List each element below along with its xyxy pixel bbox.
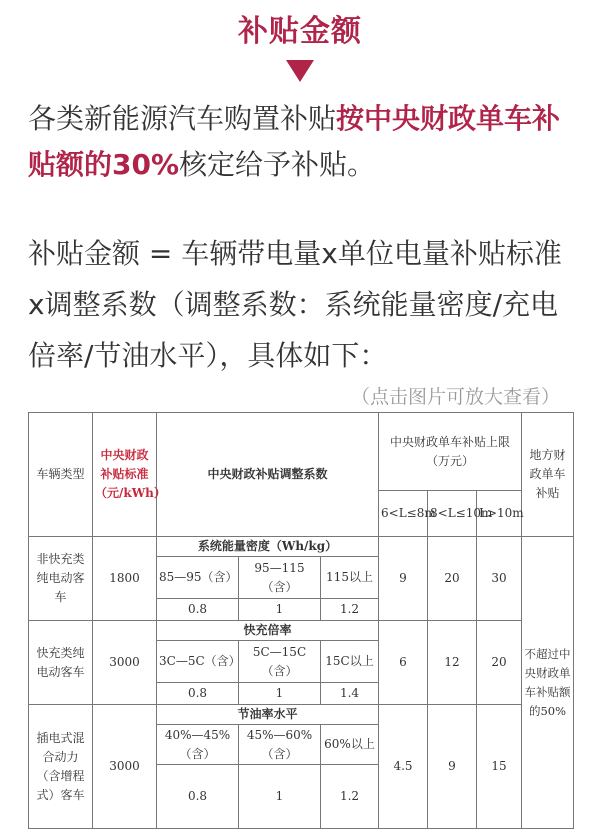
header-standard: 中央财政补贴标准（元/kWh） xyxy=(93,413,157,537)
subsidy-table-image[interactable] xyxy=(28,412,573,810)
row-range: 60%以上 xyxy=(321,725,379,765)
row-factor: 1.4 xyxy=(321,683,379,705)
header-cap-col: 6<L≤8m xyxy=(379,491,428,537)
row-cap: 20 xyxy=(428,537,477,621)
row-range: 45%—60%（含） xyxy=(239,725,321,765)
header-cap-col: 8<L≤10m xyxy=(428,491,477,537)
row-factor: 0.8 xyxy=(157,599,239,621)
header-vehicle-type: 车辆类型 xyxy=(29,413,93,537)
row-type: 插电式混合动力（含增程式）客车 xyxy=(29,705,93,829)
row-range: 85—95（含） xyxy=(157,557,239,599)
local-subsidy-value: 不超过中央财政单车补贴额的50% xyxy=(522,537,574,829)
subsidy-basis-paragraph xyxy=(28,96,578,188)
row-metric: 系统能量密度（Wh/kg） xyxy=(157,537,379,557)
row-factor: 1 xyxy=(239,765,321,829)
row-cap: 15 xyxy=(477,705,522,829)
row-range: 40%—45%（含） xyxy=(157,725,239,765)
row-factor: 0.8 xyxy=(157,683,239,705)
triangle-down-icon xyxy=(286,60,314,82)
row-range: 95—115（含） xyxy=(239,557,321,599)
basis-highlight: 按中央财政单车补贴额的30% xyxy=(28,102,561,181)
row-factor: 1 xyxy=(239,599,321,621)
row-factor: 1.2 xyxy=(321,765,379,829)
row-type: 快充类纯电动客车 xyxy=(29,621,93,705)
row-range: 15C以上 xyxy=(321,641,379,683)
row-factor: 1.2 xyxy=(321,599,379,621)
row-metric: 快充倍率 xyxy=(157,621,379,641)
row-range: 5C—15C（含） xyxy=(239,641,321,683)
row-standard: 3000 xyxy=(93,705,157,829)
row-range: 3C—5C（含） xyxy=(157,641,239,683)
row-metric: 节油率水平 xyxy=(157,705,379,725)
row-type: 非快充类纯电动客车 xyxy=(29,537,93,621)
row-cap: 9 xyxy=(428,705,477,829)
basis-text-before: 各类新能源汽车购置补贴 xyxy=(28,102,337,135)
formula-paragraph: 补贴金额 = 车辆带电量x单位电量补贴标准x调整系数（调整系数：系统能量密度/充电倍率/节油水平），具体如下： xyxy=(28,237,562,372)
header-local: 地方财政单车补贴 xyxy=(522,413,574,537)
row-cap: 30 xyxy=(477,537,522,621)
header-cap-col: L>10m xyxy=(477,491,522,537)
row-standard: 1800 xyxy=(93,537,157,621)
row-standard: 3000 xyxy=(93,621,157,705)
row-factor: 0.8 xyxy=(157,765,239,829)
header-coefficient: 中央财政补贴调整系数 xyxy=(157,413,379,537)
row-cap: 9 xyxy=(379,537,428,621)
row-range: 115以上 xyxy=(321,557,379,599)
row-cap: 6 xyxy=(379,621,428,705)
row-cap: 4.5 xyxy=(379,705,428,829)
subsidy-table xyxy=(28,412,574,829)
row-cap: 20 xyxy=(477,621,522,705)
header-cap: 中央财政单车补贴上限（万元） xyxy=(379,413,522,491)
basis-text-after: 核定给予补贴。 xyxy=(179,148,376,181)
row-factor: 1 xyxy=(239,683,321,705)
section-heading: 补贴金额 xyxy=(238,14,362,49)
zoom-hint: （点击图片可放大查看） xyxy=(350,386,560,408)
row-cap: 12 xyxy=(428,621,477,705)
